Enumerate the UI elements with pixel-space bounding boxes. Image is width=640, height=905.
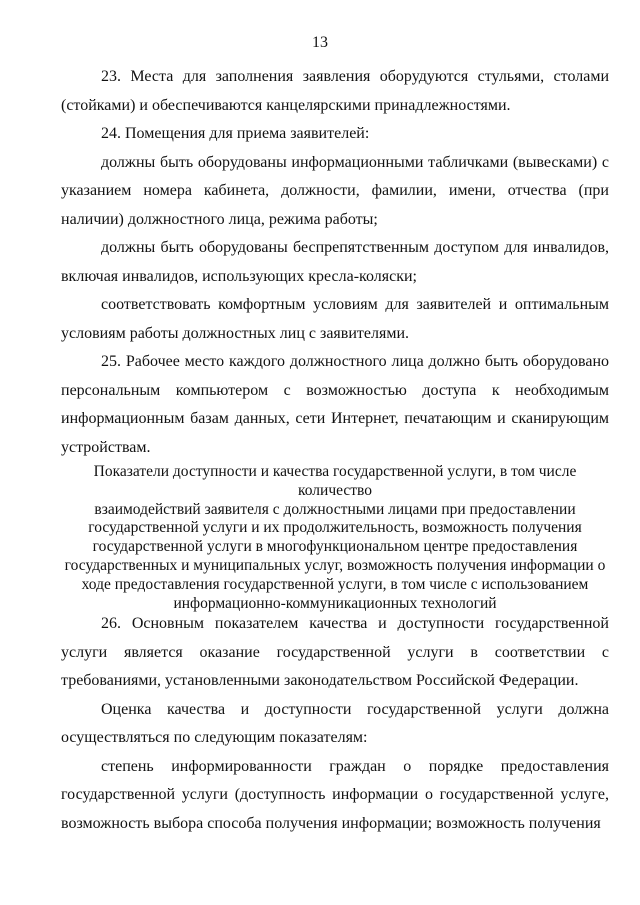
paragraph-23: 23. Места для заполнения заявления оборудуются стульями, столами (стойками) и обеспечиваются канцелярскими принадлежностями. <box>61 68 609 114</box>
heading-line: государственной услуги в многофункциональном центре предоставления <box>92 538 578 556</box>
heading-line: Показатели доступности и качества государственной услуги, в том числе количество <box>93 463 577 499</box>
heading-line: информационно-коммуникационных технологий <box>173 594 497 612</box>
heading-line: государственных и муниципальных услуг, возможность получения информации о <box>64 556 606 574</box>
paragraph-24-item-3: соответствовать комфортным условиям для заявителей и оптимальным условиям работы должностных лиц с заявителями. <box>61 296 609 342</box>
paragraph-25: 25. Рабочее место каждого должностного лица должно быть оборудовано персональным компьютером с возможностью доступа к необходимым информационным базам данных, сети Интернет, печатающим и сканирующим устройствам. <box>61 353 609 456</box>
heading-line: взаимодействий заявителя с должностными лицами при предоставлении <box>94 500 576 518</box>
bottom-text-block <box>61 610 609 838</box>
section-heading <box>61 463 609 613</box>
paragraph-26-assessment: Оценка качества и доступности государственной услуги должна осуществляться по следующим показателям: <box>61 700 609 746</box>
paragraph-24-item-2: должны быть оборудованы беспрепятственным доступом для инвалидов, включая инвалидов, использующих кресла-коляски; <box>61 239 609 285</box>
paragraph-26-indicator-1: степень информированности граждан о порядке предоставления государственной услуги (доступность информации о государственной услуге, возможность выбора способа получения информации; возможность получения <box>61 757 609 832</box>
paragraph-24-item-1: должны быть оборудованы информационными табличками (вывесками) с указанием номера кабинета, должности, фамилии, имени, отчества (при наличии) должностного лица, режима работы; <box>61 153 609 228</box>
heading-line: государственной услуги и их продолжительность, возможность получения <box>88 519 582 537</box>
paragraph-24: 24. Помещения для приема заявителей: <box>101 125 370 142</box>
top-text-block <box>61 63 609 462</box>
paragraph-26: 26. Основным показателем качества и доступности государственной услуги является оказание государственной услуги в соответствии с требованиями, установленными законодательством Российской Федерации. <box>61 615 609 689</box>
page-number: 13 <box>312 34 328 51</box>
heading-line: ходе предоставления государственной услуги, в том числе с использованием <box>81 575 589 593</box>
